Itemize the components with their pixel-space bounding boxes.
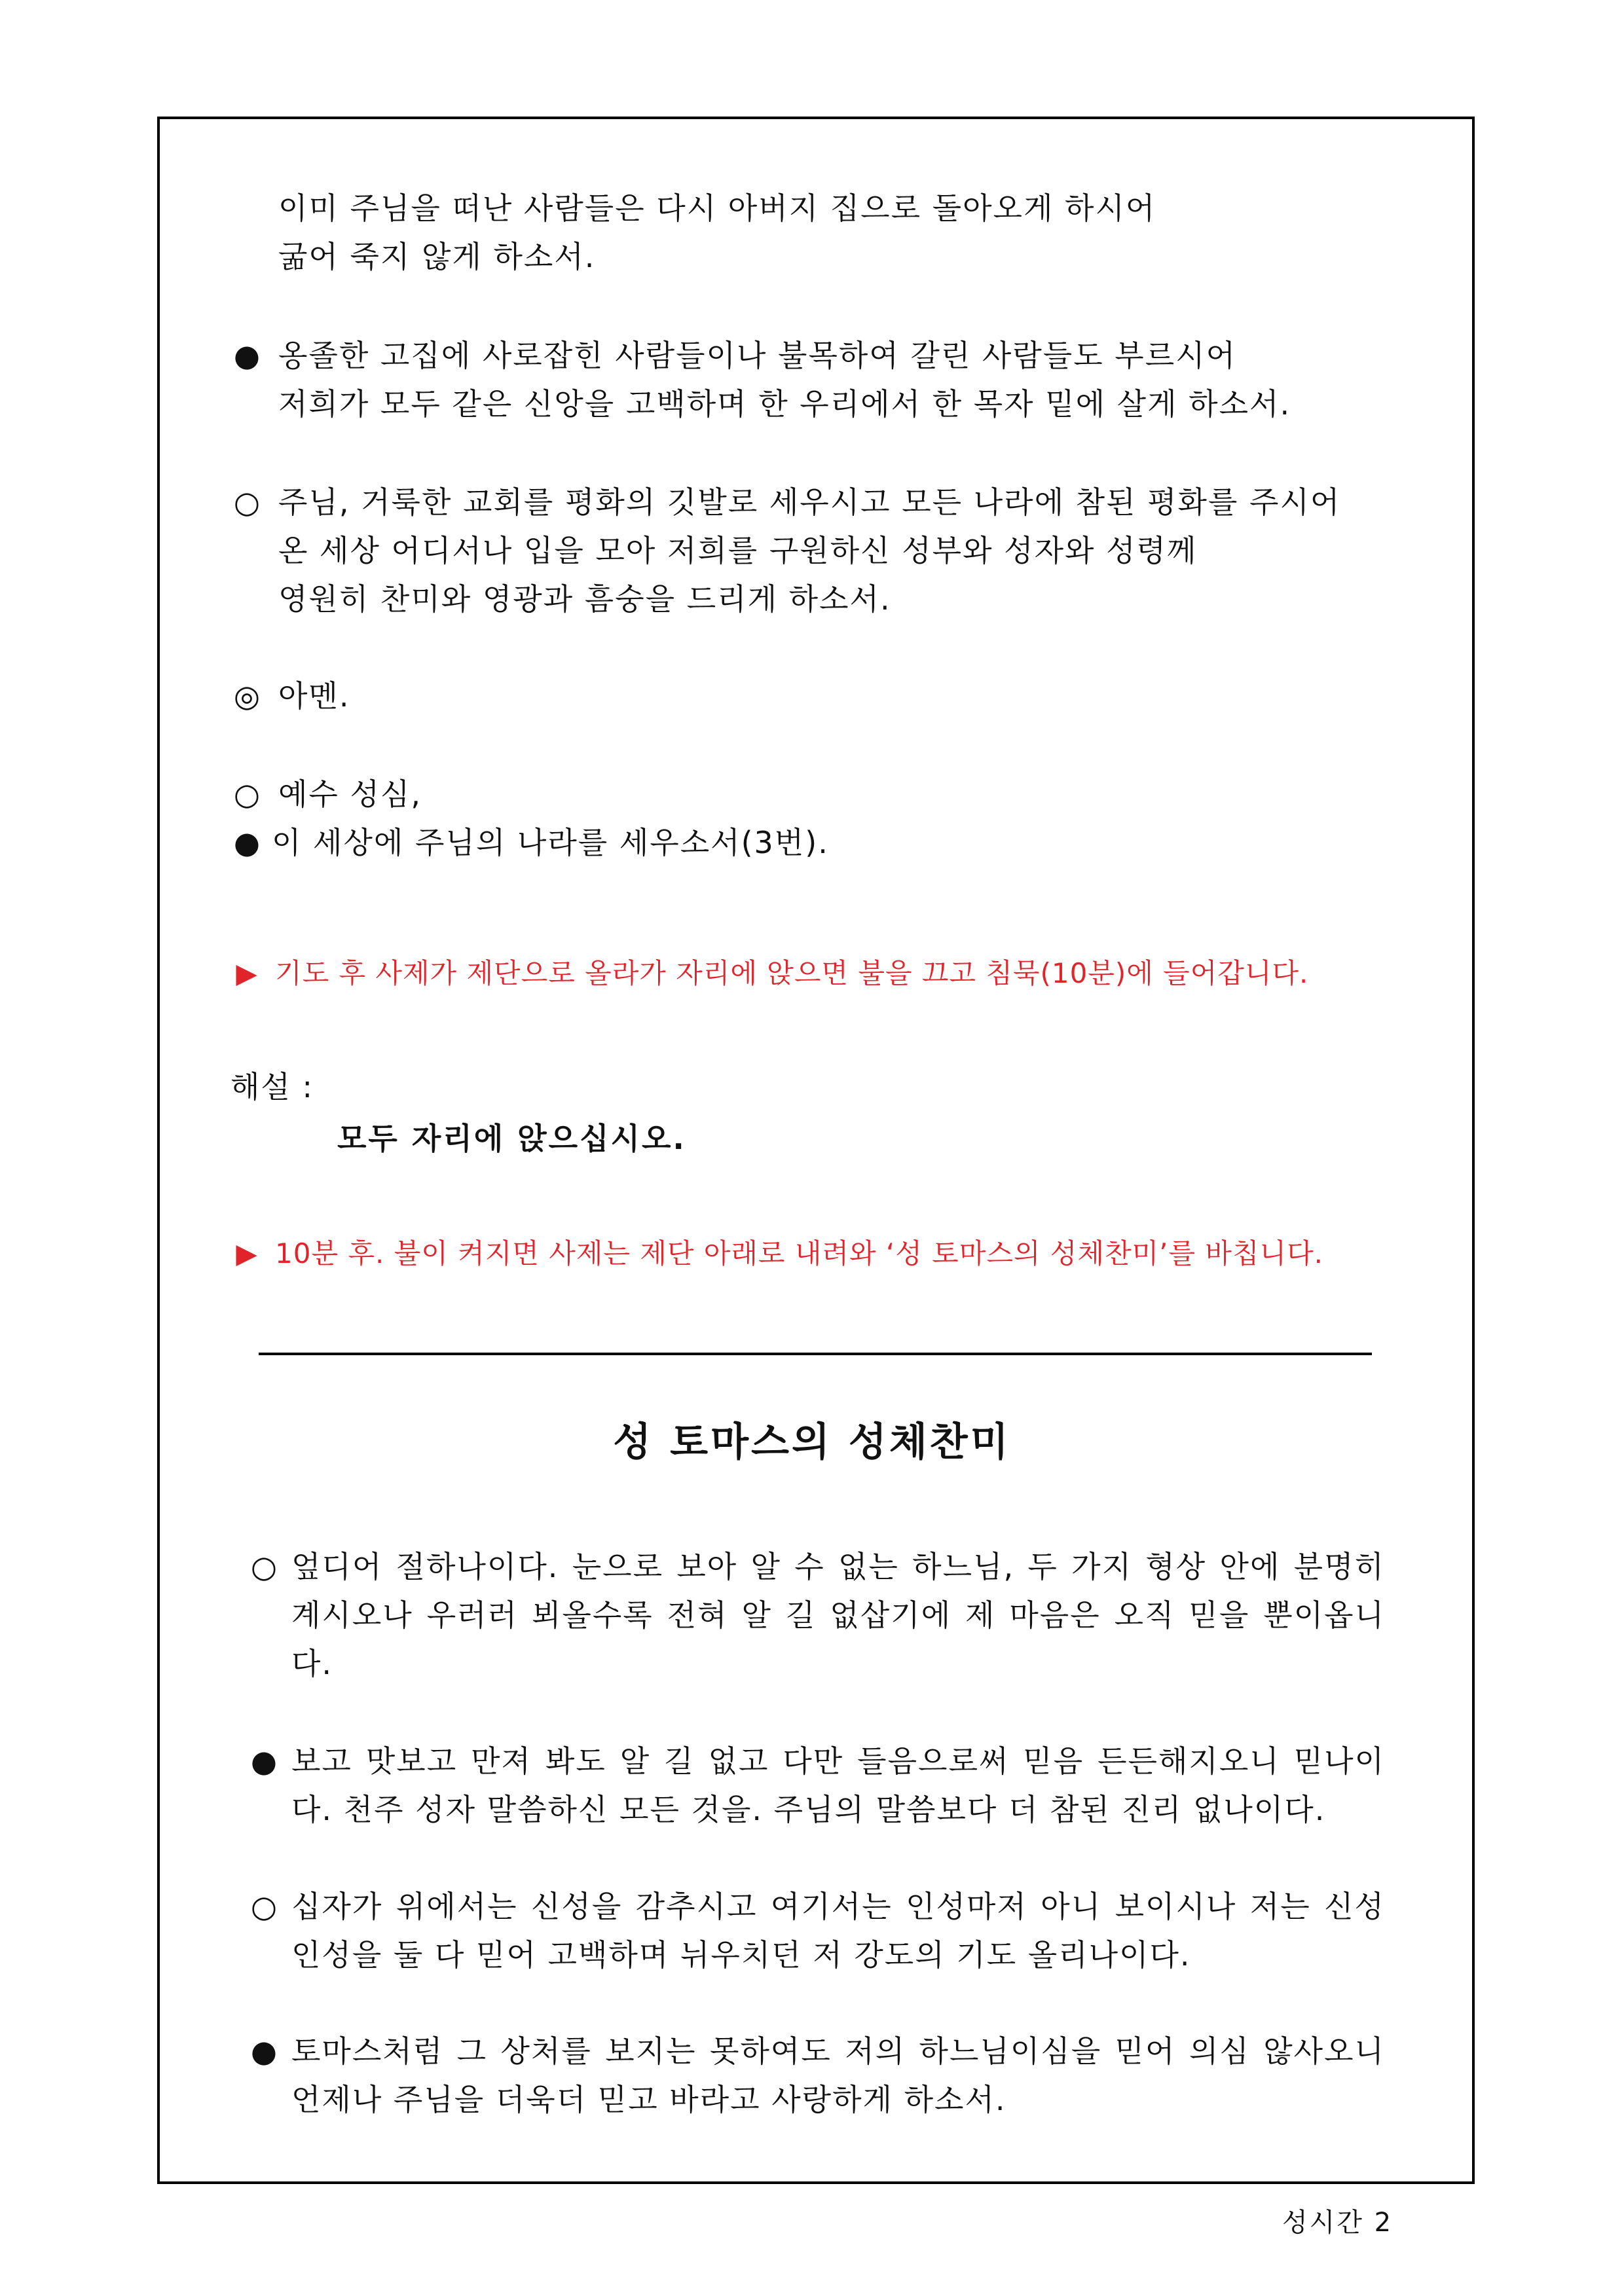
filled-bullet-icon: ● — [250, 2033, 278, 2069]
hollow-bullet-icon: ○ — [250, 1889, 278, 1924]
stanza-2-line-2: 다. 천주 성자 말씀하신 모든 것을. 주님의 말씀보다 더 참된 진리 없나이다. — [291, 1792, 1326, 1827]
hollow-bullet-icon: ○ — [250, 1549, 278, 1584]
versicle-text: 예수 성심, — [278, 776, 422, 812]
stanza-3-line-2: 인성을 둘 다 믿어 고백하며 뉘우치던 저 강도의 기도 올리나이다. — [291, 1937, 1191, 1973]
hollow-bullet-icon: ○ — [233, 484, 261, 520]
petition-1-line-2: 저희가 모두 같은 신앙을 고백하며 한 우리에서 한 목자 밑에 살게 하소서. — [278, 386, 1291, 422]
amen-text: 아멘. — [278, 678, 350, 714]
rubric-instruction-2: 10분 후. 불이 켜지면 사제는 제단 아래로 내려와 ‘성 토마스의 성체찬미’를 바칩니다. — [275, 1237, 1324, 1269]
commentary-label: 해설 : — [231, 1069, 314, 1104]
stanza-2-line-1: 보고 맛보고 만져 봐도 알 길 없고 다만 들음으로써 믿음 든든해지오니 믿나이 — [291, 1743, 1385, 1779]
stanza-1-line-3: 다. — [291, 1646, 333, 1681]
petition-2-line-3: 영원히 찬미와 영광과 흠숭을 드리게 하소서. — [278, 581, 891, 617]
rubric-arrow-icon: ▶ — [236, 957, 258, 989]
prayer-continuation-line-2: 굶어 죽지 않게 하소서. — [278, 239, 596, 274]
filled-bullet-icon: ● — [250, 1743, 278, 1779]
stanza-4-line-1: 토마스처럼 그 상처를 보지는 못하여도 저의 하느님이심을 믿어 의심 않사오니 — [291, 2033, 1385, 2069]
filled-bullet-icon: ● — [233, 338, 261, 373]
hollow-bullet-icon: ○ — [233, 776, 261, 812]
hymn-title: 성 토마스의 성체찬미 — [613, 1419, 1011, 1465]
rubric-instruction-1: 기도 후 사제가 제단으로 올라가 자리에 앉으면 불을 끄고 침묵(10분)에 들어갑니다. — [275, 957, 1309, 989]
petition-2-line-2: 온 세상 어디서나 입을 모아 저희를 구원하신 성부와 성자와 성령께 — [278, 533, 1198, 568]
petition-2-line-1: 주님, 거룩한 교회를 평화의 깃발로 세우시고 모든 나라에 참된 평화를 주시어 — [278, 484, 1341, 520]
section-divider — [259, 1353, 1372, 1355]
response-text: 이 세상에 주님의 나라를 세우소서(3번). — [272, 825, 829, 860]
stanza-1-line-1: 엎디어 절하나이다. 눈으로 보아 알 수 없는 하느님, 두 가지 형상 안에 분명히 — [291, 1549, 1385, 1584]
filled-bullet-icon: ● — [233, 825, 261, 860]
petition-1-line-1: 옹졸한 고집에 사로잡힌 사람들이나 불목하여 갈린 사람들도 부르시어 — [278, 338, 1236, 373]
page-number-label: 성시간 2 — [1282, 2208, 1393, 2238]
stanza-3-line-1: 십자가 위에서는 신성을 감추시고 여기서는 인성마저 아니 보이시나 저는 신성 — [291, 1889, 1385, 1924]
commentary-text: 모두 자리에 앉으십시오. — [337, 1121, 686, 1156]
rubric-arrow-icon: ▶ — [236, 1237, 258, 1269]
stanza-4-line-2: 언제나 주님을 더욱더 믿고 바라고 사랑하게 하소서. — [291, 2082, 1006, 2117]
double-circle-icon: ◎ — [233, 678, 261, 714]
stanza-1-line-2: 계시오나 우러러 뵈올수록 전혀 알 길 없삽기에 제 마음은 오직 믿을 뿐이옵니 — [291, 1597, 1385, 1633]
prayer-continuation-line-1: 이미 주님을 떠난 사람들은 다시 아버지 집으로 돌아오게 하시어 — [278, 191, 1156, 226]
